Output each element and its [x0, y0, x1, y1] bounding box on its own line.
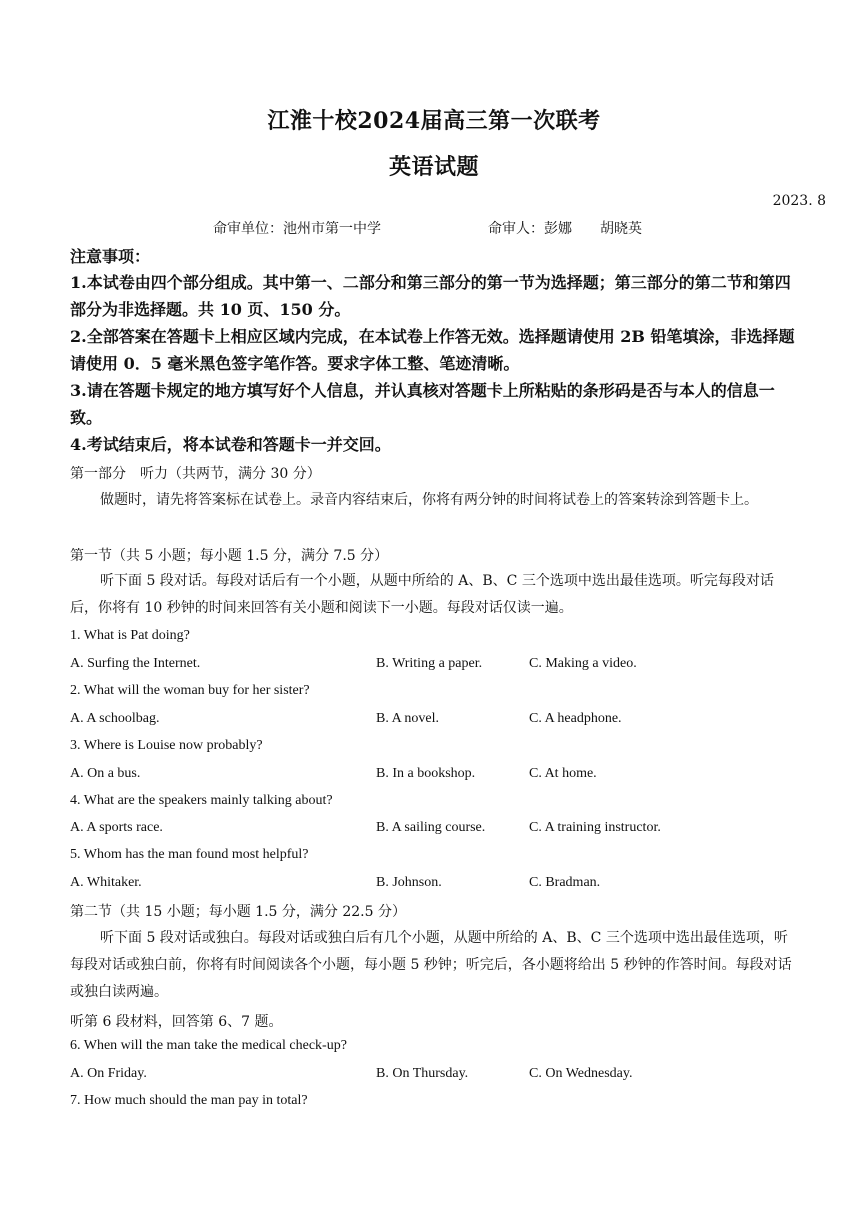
- question-2-option-b: B. A novel.: [376, 711, 440, 726]
- part1-heading: 第一部分 听力（共两节，满分 30 分）: [70, 466, 321, 482]
- question-2: 2. What will the woman buy for her sister?: [70, 683, 310, 698]
- notes-heading: 注意事项：: [70, 247, 151, 266]
- compilers: 命审人：彭娜 胡晓英: [488, 221, 642, 237]
- question-2-option-a: A. A schoolbag.: [70, 711, 160, 726]
- question-3: 3. Where is Louise now probably?: [70, 738, 263, 753]
- question-5-option-c: C. Bradman.: [529, 875, 601, 890]
- question-3-option-c: C. At home.: [529, 766, 597, 781]
- material-6-instruction: 听第 6 段材料，回答第 6、7 题。: [70, 1014, 283, 1030]
- exam-date: 2023. 8: [772, 193, 826, 209]
- part1-intro: 做题时，请先将答案标在试卷上。录音内容结束后，你将有两分钟的时间将试卷上的答案转涂到答题卡上。: [100, 492, 758, 508]
- section2-intro: 听下面 5 段对话或独白。每段对话或独白后有几个小题，从题中所给的 A、B、C 三个选项中选出最佳选项，听每段对话或独白前，你将有时间阅读各个小题，每小题 5 秒钟；听完后，各小题将给出 5 秒钟的作答时间。每段对话或独白读两遍。: [70, 930, 792, 1000]
- exam-title: 江淮十校2024届高三第一次联考: [267, 108, 601, 134]
- question-5: 5. Whom has the man found most helpful?: [70, 847, 309, 862]
- note-item: 4.考试结束后，将本试卷和答题卡一并交回。: [70, 435, 391, 454]
- question-1: 1. What is Pat doing?: [70, 628, 190, 643]
- section1-intro: 听下面 5 段对话。每段对话后有一个小题，从题中所给的 A、B、C 三个选项中选出最佳选项。听完每段对话后，你将有 10 秒钟的时间来回答有关小题和阅读下一小题。每段对话仅读一遍。: [70, 573, 774, 616]
- note-item: 3.请在答题卡规定的地方填写好个人信息，并认真核对答题卡上所粘贴的条形码是否与本人的信息一致。: [70, 381, 775, 427]
- question-6-option-c: C. On Wednesday.: [529, 1066, 633, 1081]
- question-2-option-c: C. A headphone.: [529, 711, 622, 726]
- question-3-option-b: B. In a bookshop.: [376, 766, 476, 781]
- question-4-option-a: A. A sports race.: [70, 820, 163, 835]
- note-item: 1.本试卷由四个部分组成。其中第一、二部分和第三部分的第一节为选择题；第三部分的第二节和第四部分为非选择题。共 10 页、150 分。: [70, 273, 791, 319]
- note-item: 2.全部答案在答题卡上相应区域内完成，在本试卷上作答无效。选择题请使用 2B 铅笔填涂，非选择题请使用 0．5 毫米黑色签字笔作答。要求字体工整、笔迹清晰。: [70, 327, 795, 373]
- question-5-option-a: A. Whitaker.: [70, 875, 142, 890]
- question-3-option-a: A. On a bus.: [70, 766, 141, 781]
- question-5-option-b: B. Johnson.: [376, 875, 442, 890]
- question-6: 6. When will the man take the medical check-up?: [70, 1038, 347, 1053]
- question-4: 4. What are the speakers mainly talking about?: [70, 793, 333, 808]
- question-1-option-a: A. Surfing the Internet.: [70, 656, 201, 671]
- question-6-option-b: B. On Thursday.: [376, 1066, 469, 1081]
- exam-subtitle: 英语试题: [388, 154, 479, 180]
- compiling-unit: 命审单位：池州市第一中学: [213, 221, 381, 237]
- question-4-option-c: C. A training instructor.: [529, 820, 661, 835]
- section1-heading: 第一节（共 5 小题；每小题 1.5 分，满分 7.5 分）: [70, 548, 389, 564]
- question-4-option-b: B. A sailing course.: [376, 820, 486, 835]
- question-1-option-c: C. Making a video.: [529, 656, 637, 671]
- section2-heading: 第二节（共 15 小题；每小题 1.5 分，满分 22.5 分）: [70, 904, 406, 920]
- question-7: 7. How much should the man pay in total?: [70, 1093, 308, 1108]
- question-6-option-a: A. On Friday.: [70, 1066, 147, 1081]
- question-1-option-b: B. Writing a paper.: [376, 656, 483, 671]
